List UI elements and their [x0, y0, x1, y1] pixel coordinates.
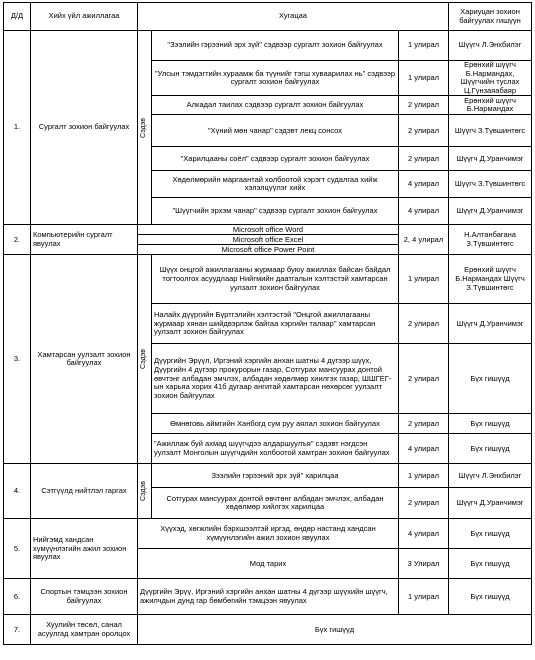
responsible-cell: Бүх гишүүд [449, 414, 532, 434]
work-plan-table [3, 2, 532, 645]
activity-cell: Хамтарсан уулзалт зохион байгуулах [31, 255, 138, 464]
measure-cell: "Шүүгчийн эрхэм чанар" сэдвээр сургалт зохион байгуулах [152, 198, 399, 225]
responsible-cell: Бүх гишүүд [449, 579, 532, 615]
responsible-cell: Шүүгч З.Түвшинтөгс [449, 171, 532, 198]
header-measures: Хугацаа [138, 3, 449, 31]
responsible-cell: Бүх гишүүд [449, 519, 532, 549]
time-cell: 1 улирал [399, 31, 449, 61]
time-cell: 2 улирал [399, 488, 449, 519]
time-cell: 1 улирал [399, 61, 449, 96]
time-cell: 4 улирал [399, 171, 449, 198]
time-cell: 2 улирал [399, 414, 449, 434]
table-row [4, 255, 532, 304]
measure-cell: "Зээлийн гэрээний эрх зүй" сэдвээр сургалт зохион байгуулах [152, 31, 399, 61]
time-cell: 4 улирал [399, 519, 449, 549]
row-number: 5. [4, 519, 31, 579]
table-row [4, 615, 532, 645]
time-cell: 2 улирал [399, 304, 449, 344]
header-activity: Хийх үйл ажиллагаа [31, 3, 138, 31]
activity-cell: Компьютерийн сургалт явуулах [31, 225, 138, 255]
time-cell: 1 улирал [399, 579, 449, 615]
table-row [4, 579, 532, 615]
responsible-cell: Шүүгч Д.Уранчимэг [449, 198, 532, 225]
topic-side-label: Сэдэв [138, 31, 152, 225]
time-cell: 3 Улирал [399, 549, 449, 579]
table-row [4, 464, 532, 488]
activity-cell: Нийгэмд хандсан хүмүүнлэгийн ажил зохион явуулах [31, 519, 138, 579]
measure-cell: Microsoft office Word [138, 225, 399, 235]
time-cell: 1 улирал [399, 464, 449, 488]
table-row [4, 31, 532, 61]
measure-cell: Дүүргийн Эрүү, Иргэний хэргийн анхан шатны 4 дүгээр шүүхийн шүүгч, ажилчдын дунд гар бөмбөгийн тэмцээн явуулах [138, 579, 399, 615]
measure-cell: "Харилцааны соёл" сэдвээр сургалт зохион байгуулах [152, 147, 399, 171]
measure-cell: Мод тарих [138, 549, 399, 579]
row-number: 7. [4, 615, 31, 645]
time-cell: 2 улирал [399, 344, 449, 414]
responsible-cell: Ерөнхий шүүгч Б.Нармандах Шүүгч З.Түвшинтөгс [449, 255, 532, 304]
row-number: 3. [4, 255, 31, 464]
responsible-cell: Шүүгч Д.Уранчимэг [449, 304, 532, 344]
row-number: 4. [4, 464, 31, 519]
time-cell: 2, 4 улирал [399, 225, 449, 255]
responsible-cell: Шүүгч Д.Уранчимэг [449, 147, 532, 171]
table-row [4, 519, 532, 549]
measure-cell: Дүүргийн Эрүүл, Иргэний хэргийн анхан шатны 4 дүгээр шүүх, Дүүргийн 4 дүгээр прокурорын газар, Сотгурах мансуурах донтой өвчтэнг албадан эмчлэх, албадан хөдөлмөр хиилгэх газар, ШШГЕГ-ын харьяа хорих 41б дугаар ангитай хамтарсан нөхөрсөг уулзалт зохион байгуулах [152, 344, 399, 414]
table-row [4, 225, 532, 235]
measure-cell: Microsoft office Power Point [138, 245, 399, 255]
responsible-cell: Шүүгч З.Түвшинтөгс [449, 115, 532, 147]
measure-cell: Хөдөлмөрийн маргаантай холбоотой хэрэгт судалгаа хийж хэлэлцүүлэг хийх [152, 171, 399, 198]
responsible-cell: Ерөнхий шүүгч Б.Нармандах [449, 96, 532, 115]
time-cell: 4 улирал [399, 198, 449, 225]
measure-cell: Алкадал таилах сэдвээр сургалт зохион байгуулах [152, 96, 399, 115]
responsible-cell: Шүүгч Л.Энхбилэг [449, 464, 532, 488]
topic-side-label: Сэдэв [138, 255, 152, 464]
responsible-cell: Шүүгч Д.Уранчимэг [449, 488, 532, 519]
measure-cell: Хүүхэд, хөгжлийн бэрхшээлтэй иргэд, өндөр настанд хандсан хүмүүнлэгийн ажил зохион явуулах [138, 519, 399, 549]
responsible-cell: Н.Алтанбагана З.Түвшинтөгс [449, 225, 532, 255]
measure-cell: Сотгурах мансуурах донтой өвчтөнг албадан эмчлэх, албадан хөдөлмөр хийлгэх харилцаа [152, 488, 399, 519]
time-cell: 1 улирал [399, 255, 449, 304]
header-responsible: Хариуцан зохион байгуулах гишүүн [449, 3, 532, 31]
row-number: 6. [4, 579, 31, 615]
time-cell: 2 улирал [399, 96, 449, 115]
time-cell: 2 улирал [399, 147, 449, 171]
measure-cell: "Улсын тэмдэгтийн хураамж ба түүнийг тэгш хуваарилах нь" сэдвээр сургалт зохион байгуулах [152, 61, 399, 96]
measure-cell: Зээлийн гэрээний эрх зүй" харилцаа [152, 464, 399, 488]
activity-cell: Сэтгүүлд нийтлэл гаргах [31, 464, 138, 519]
measure-cell: Microsoft office Excel [138, 235, 399, 245]
measure-cell: "Ажиллаж буй ахмад шүүгчдээ алдаршуулъя" сэдэвт нэгдсэн уулзалт Монголын шүүгчдийн холбоотой хамтран зохион байгуулах [152, 434, 399, 464]
time-cell: 2 улирал [399, 115, 449, 147]
row-number: 2. [4, 225, 31, 255]
row-number: 1. [4, 31, 31, 225]
header-row [4, 3, 532, 31]
header-num: Д/Д [4, 3, 31, 31]
activity-cell: Сургалт зохион байгуулах [31, 31, 138, 225]
measure-cell: Бүх гишүүд [138, 615, 532, 645]
responsible-cell: Шүүгч Л.Энхбилэг [449, 31, 532, 61]
responsible-cell: Бүх гишүүд [449, 549, 532, 579]
time-cell: 4 улирал [399, 434, 449, 464]
measure-cell: Шүүх онцгой ажиллагааны журмаар буюу ажиллах байсан байдал тогтоолгох асуудлаар Нийгмийн даатгалын хэлтэстэй хамтарсан уулзалт зохион байгуулах [152, 255, 399, 304]
responsible-cell: Бүх гишүүд [449, 344, 532, 414]
topic-side-label: Сэдэв [138, 464, 152, 519]
measure-cell: Налайх дүүргийн Бүртгэлийн хэлтэстэй "Онцгой ажиллагааны журмаар хянан шийдвэрлэж байгаа хэргийн талаар" хамтарсан уулзалт зохион байгуулах [152, 304, 399, 344]
activity-cell: Спортын тэмцээн зохион байгуулах [31, 579, 138, 615]
measure-cell: "Хүний мөн чанар" сэдэвт лекц сонсох [152, 115, 399, 147]
responsible-cell: Бүх гишүүд [449, 434, 532, 464]
responsible-cell: Ерөнхий шүүгч Б.Нармандах, Шүүгчийн туслах Ц.Гүнзаяабаяр [449, 61, 532, 96]
measure-cell: Өмнөговь аймгийн Ханбогд сум руу аялал зохион байгуулах [152, 414, 399, 434]
activity-cell: Хуулийн төсөл, санал асуулгад хамтран оролцох [31, 615, 138, 645]
